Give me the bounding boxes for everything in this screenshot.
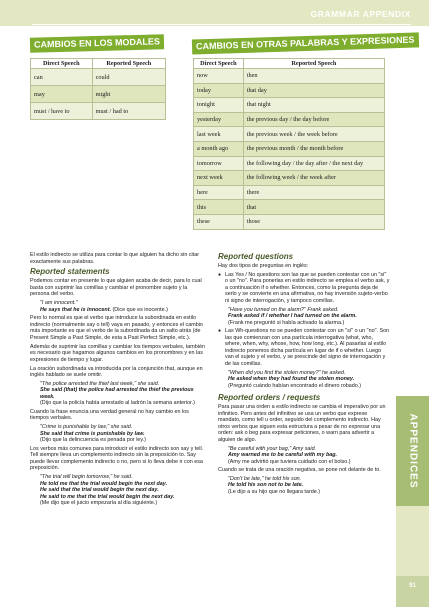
table-cell: might bbox=[92, 86, 165, 103]
intro-paragraph: El estilo indirecto se utiliza para contar lo que alguien ha dicho sin citar exactamente sus palabras. bbox=[30, 252, 200, 265]
page-number: 91 bbox=[409, 583, 416, 589]
example-reported: He told me that the trial would begin the next day. bbox=[40, 480, 168, 487]
side-strip-bottom bbox=[396, 576, 429, 607]
side-tab-label: APPENDICES bbox=[407, 413, 418, 489]
example-reported: Frank asked if / whether I had turned on the alarm. bbox=[228, 313, 357, 320]
example-quote: "When did you find the stolen money?" he asked. bbox=[228, 369, 346, 376]
header-rule bbox=[32, 24, 411, 25]
table-header: Reported Speech bbox=[243, 59, 384, 69]
right-text-column bbox=[218, 252, 390, 495]
paragraph: Además de suprimir las comillas y cambiar los tiempos verbales, también es necesario que hagamos algunos cambios en los pronombres y en las expresiones de tiempo y lugar. bbox=[30, 343, 205, 363]
example-translation: (Dijo que la delincuencia es penada por ley.) bbox=[40, 437, 146, 444]
table-cell: here bbox=[194, 185, 244, 200]
section-heading-reported-questions: Reported questions bbox=[218, 252, 294, 261]
paragraph: Cuando la frase enuncia una verdad general no hay cambio en los tiempos verbales. bbox=[30, 408, 189, 422]
table-cell: the following day / the day after / the next day bbox=[243, 156, 384, 171]
table-cell: there bbox=[243, 185, 384, 200]
paragraph: Cuando se trata de una oración negativa, se pone not delante de to. bbox=[218, 467, 381, 474]
page-header-title: GRAMMAR APPENDIX bbox=[310, 9, 411, 19]
table-cell: today bbox=[194, 83, 244, 98]
table-cell: the following week / the week after bbox=[243, 171, 384, 186]
example-translation: (Frank me preguntó si había activado la alarma.) bbox=[228, 319, 345, 326]
table-cell: the previous month / the month before bbox=[243, 141, 384, 156]
table-row bbox=[194, 171, 385, 186]
example-quote: "Don't be late," he told his son. bbox=[228, 475, 302, 482]
expressions-table bbox=[193, 58, 385, 230]
table-cell: must / have to bbox=[31, 103, 93, 120]
example-translation: (Dice que es inocente.) bbox=[112, 306, 168, 313]
table-cell: can bbox=[31, 69, 93, 86]
table-cell: then bbox=[243, 69, 384, 84]
table-cell: last week bbox=[194, 127, 244, 142]
table-row bbox=[31, 86, 166, 103]
table-cell: this bbox=[194, 200, 244, 215]
table-row bbox=[194, 185, 385, 200]
table-row bbox=[194, 156, 385, 171]
example-reported: He said that the trial would begin the next day. bbox=[40, 487, 159, 494]
example-quote: "Crime is punishable by law," she said. bbox=[40, 424, 133, 431]
table-cell: that bbox=[243, 200, 384, 215]
table-row bbox=[31, 103, 166, 120]
section-heading-reported-orders: Reported orders / requests bbox=[218, 393, 321, 403]
table-row bbox=[194, 200, 385, 215]
paragraph: Los verbos más comunes para introducir el estilo indirecto son say y tell. Tell siempre lleva un complemento indirecto sin la preposición to. Say puede llevar complemento indirecto o no, pero si lo lleva debe ir con esa preposición. bbox=[30, 445, 204, 472]
table-header: Reported Speech bbox=[92, 59, 165, 69]
example-quote: "The trial will begin tomorrow," he said. bbox=[40, 474, 133, 481]
example-reported: Amy warned me to be careful with my bag. bbox=[228, 452, 338, 459]
expressions-section-label: CAMBIOS EN OTRAS PALABRAS Y EXPRESIONES bbox=[192, 32, 419, 54]
example-quote: "I am innocent." bbox=[40, 300, 78, 307]
paragraph: Para pasar una orden a estilo indirecto se cambia el imperativo por un infinitivo. Pero antes del infinitivo se usa un verbo que exprese mandato, como tell u order, seguido del complemento indirecto. Hay otros verbos que siguen esta estructura a pesar de no expresar una orden: ask o beg para expresar peticiones, o warn para advertir a alguien de algo. bbox=[218, 404, 386, 443]
table-row bbox=[194, 69, 385, 84]
table-cell: could bbox=[92, 69, 165, 86]
table-row bbox=[194, 98, 385, 113]
example-translation: (Dijo que la policía había arrestado al ladrón la semana anterior.) bbox=[40, 400, 195, 407]
table-cell: may bbox=[31, 86, 93, 103]
table-cell: must / had to bbox=[92, 103, 165, 120]
table-row bbox=[194, 214, 385, 229]
table-cell: a month ago bbox=[194, 141, 244, 156]
table-header: Direct Speech bbox=[194, 59, 244, 69]
paragraph: Podemos contar en presente lo que alguien acaba de decir, para lo cual basta con suprimir las comillas y cambiar el pronombre sujeto y la persona del verbo. bbox=[30, 278, 202, 298]
table-header: Direct Speech bbox=[31, 59, 93, 69]
table-cell: the previous day / the day before bbox=[243, 112, 384, 127]
example-reported: He says that he is innocent. bbox=[40, 306, 111, 313]
appendices-side-tab bbox=[396, 396, 429, 506]
example-reported: He told his son not to be late. bbox=[228, 482, 304, 489]
modals-table bbox=[30, 58, 166, 120]
paragraph: Hay dos tipos de preguntas en inglés: bbox=[218, 263, 309, 269]
table-cell: next week bbox=[194, 171, 244, 186]
table-cell: the previous week / the week before bbox=[243, 127, 384, 142]
table-cell: tonight bbox=[194, 98, 244, 113]
paragraph: La oración subordinada va introducida por la conjunción that, aunque en inglés hablado se suele omitir. bbox=[30, 365, 203, 379]
table-row bbox=[194, 112, 385, 127]
example-reported: She said (that) the police had arrested the thief the previous week. bbox=[40, 387, 194, 400]
example-translation: (Amy me advirtió que tuviera cuidado con el bolso.) bbox=[228, 458, 351, 465]
table-row bbox=[194, 141, 385, 156]
paragraph: Pero lo normal es que el verbo que introduce la subordinada en estilo indirecto (normalmente say o tell) vaya en pasado, y entonces el cambio más importante es que el verbo de la subordinada da un salto atrás (de Present Simple a Past Simple, de esta a Past Perfect Simple, etc.). bbox=[30, 315, 203, 341]
table-cell: yesterday bbox=[194, 112, 244, 127]
bullet-wh-questions: ● Las Wh-questions no se pueden contestar con un "sí" o un "no". Son las que comienzan con una partícula interrogativa (what, who, where, when, why, whose, how, how long, etc.). Al pasarlas al estilo indirecto ponemos dicha partícula en lugar de if o whether. Luego van el sujeto y el verbo, y se prescinde del signo de interrogación y de las comillas. bbox=[218, 328, 390, 367]
table-cell: those bbox=[243, 214, 384, 229]
table-cell: that day bbox=[243, 83, 384, 98]
table-row bbox=[194, 127, 385, 142]
example-quote: "The police arrested the thief last week," she said. bbox=[40, 380, 160, 387]
example-reported: He asked when they had found the stolen money. bbox=[228, 376, 355, 383]
modals-section-label: CAMBIOS EN LOS MODALES bbox=[30, 34, 164, 53]
example-translation: (Le dijo a su hijo que no llegara tarde.) bbox=[228, 488, 320, 495]
example-reported: He said to me that the trial would begin the next day. bbox=[40, 493, 175, 500]
left-text-column bbox=[30, 252, 206, 507]
example-reported: She said that crime is punishable by law. bbox=[40, 430, 145, 437]
section-heading-reported-statements: Reported statements bbox=[30, 267, 110, 277]
table-cell: that night bbox=[243, 98, 384, 113]
example-quote: "Be careful with your bag," Amy said. bbox=[228, 445, 317, 452]
table-row bbox=[194, 83, 385, 98]
bullet-yes-no-questions: ● Las Yes / No questions son las que se pueden contestar con un "sí" o un "no". Para ponerlas en estilo indirecto se emplea el verbo ask, y a continuación if o whether. Entonces, como la pregunta deja de serlo y se convierte en una afirmativa, no hay inversión sujeto-verbo ni signo de interrogación, y tampoco comillas. bbox=[218, 272, 390, 305]
side-strip bbox=[396, 506, 429, 576]
example-quote: "Have you turned on the alarm?" Frank asked. bbox=[228, 306, 339, 313]
table-cell: now bbox=[194, 69, 244, 84]
table-row bbox=[31, 69, 166, 86]
table-cell: tomorrow bbox=[194, 156, 244, 171]
example-translation: (Preguntó cuándo habían encontrado el dinero robado.) bbox=[228, 382, 362, 389]
example-translation: (Me dijo que el juicio empezaría al día siguiente.) bbox=[40, 500, 158, 507]
table-cell: these bbox=[194, 214, 244, 229]
